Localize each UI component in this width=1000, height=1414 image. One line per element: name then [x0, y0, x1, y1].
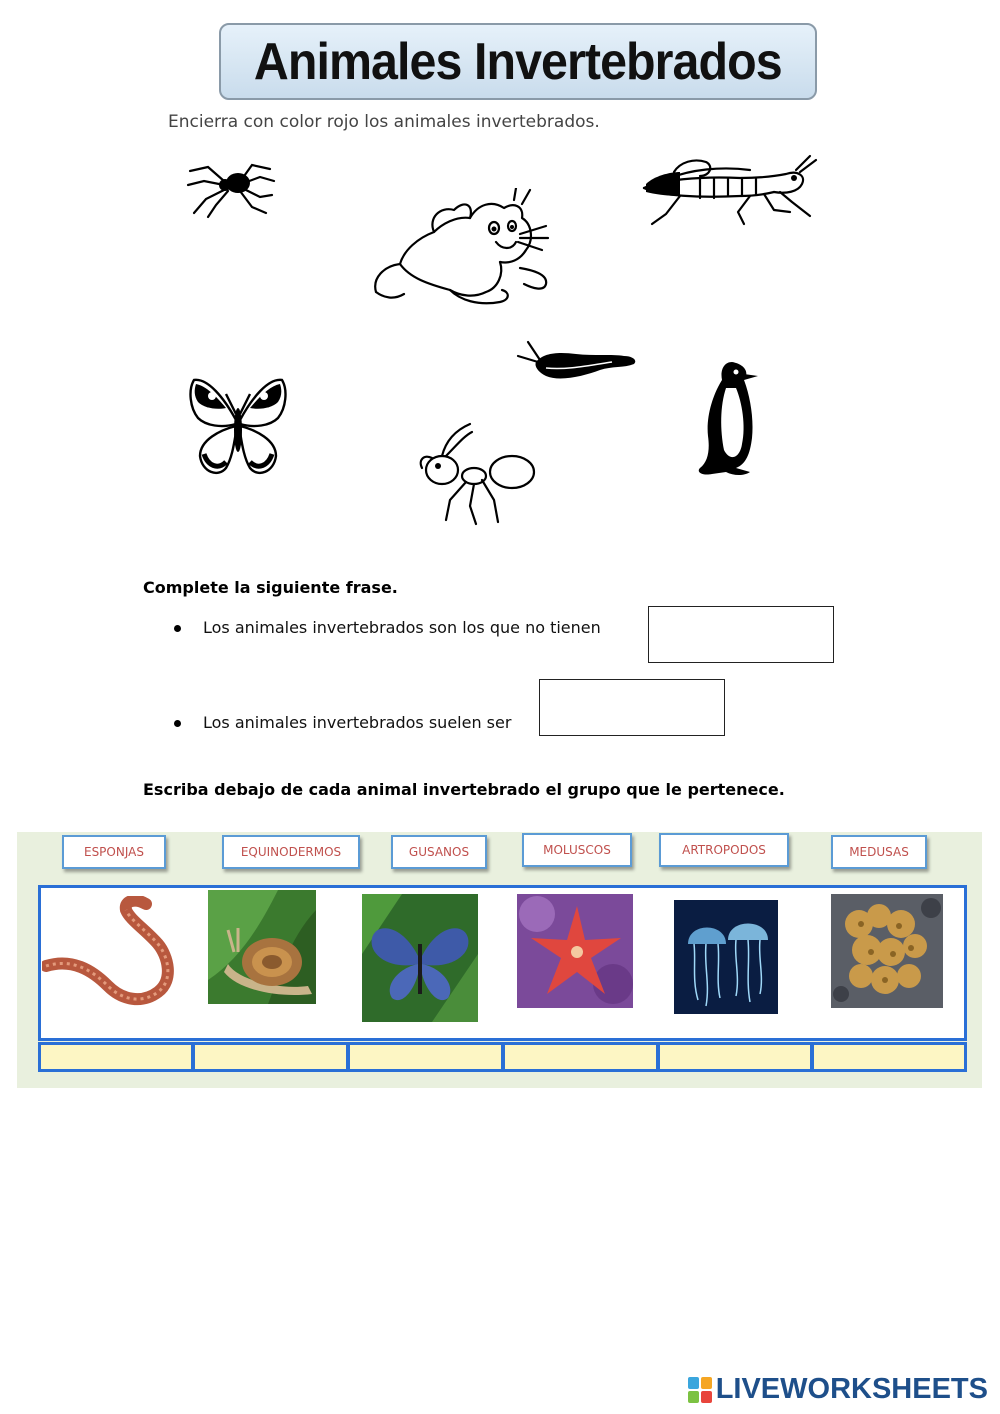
complete-heading: Complete la siguiente frase.: [143, 578, 398, 597]
jellyfish-photo: [674, 900, 778, 1014]
instruction-text: Encierra con color rojo los animales invertebrados.: [168, 112, 600, 132]
answer-cell-4[interactable]: [502, 1042, 659, 1072]
group-tag-medusas[interactable]: MEDUSAS: [831, 835, 927, 869]
slug-icon[interactable]: [516, 338, 640, 384]
sentence-2: Los animales invertebrados suelen ser: [203, 713, 512, 732]
rabbit-icon[interactable]: [370, 188, 552, 314]
butterfly-photo: [362, 894, 478, 1022]
answer-cell-6[interactable]: [811, 1042, 967, 1072]
liveworksheets-logo-icon: [688, 1377, 712, 1403]
sentence-1: Los animales invertebrados son los que no tienen: [203, 618, 601, 637]
answer-cell-3[interactable]: [347, 1042, 504, 1072]
group-tag-esponjas[interactable]: ESPONJAS: [62, 835, 166, 869]
group-tag-moluscos[interactable]: MOLUSCOS: [522, 833, 632, 867]
group-tag-gusanos[interactable]: GUSANOS: [391, 835, 487, 869]
brand-text: LIVEWORKSHEETS: [715, 1373, 988, 1405]
answer-cell-2[interactable]: [192, 1042, 349, 1072]
answer-cell-5[interactable]: [657, 1042, 813, 1072]
bullet-icon: [174, 625, 181, 632]
answer-cell-1[interactable]: [38, 1042, 194, 1072]
sponge-photo: [831, 894, 943, 1008]
butterfly-icon[interactable]: [186, 374, 290, 482]
penguin-icon[interactable]: [692, 358, 760, 478]
worm-photo: [42, 896, 178, 1010]
answer-box-1[interactable]: [648, 606, 834, 663]
starfish-photo: [517, 894, 633, 1008]
grasshopper-icon[interactable]: [640, 152, 818, 230]
group-tag-artropodos[interactable]: ARTROPODOS: [659, 833, 789, 867]
worksheet-title-banner: [219, 23, 817, 100]
answer-box-2[interactable]: [539, 679, 725, 736]
bullet-icon: [174, 720, 181, 727]
classify-heading: Escriba debajo de cada animal invertebrado el grupo que le pertenece.: [143, 780, 785, 799]
snail-photo: [208, 890, 316, 1004]
spider-icon[interactable]: [186, 155, 276, 219]
worksheet-title: Animales Invertebrados: [254, 32, 782, 91]
ant-icon[interactable]: [416, 420, 540, 526]
group-tag-equinodermos[interactable]: EQUINODERMOS: [222, 835, 360, 869]
brand-logo: [688, 1373, 988, 1406]
